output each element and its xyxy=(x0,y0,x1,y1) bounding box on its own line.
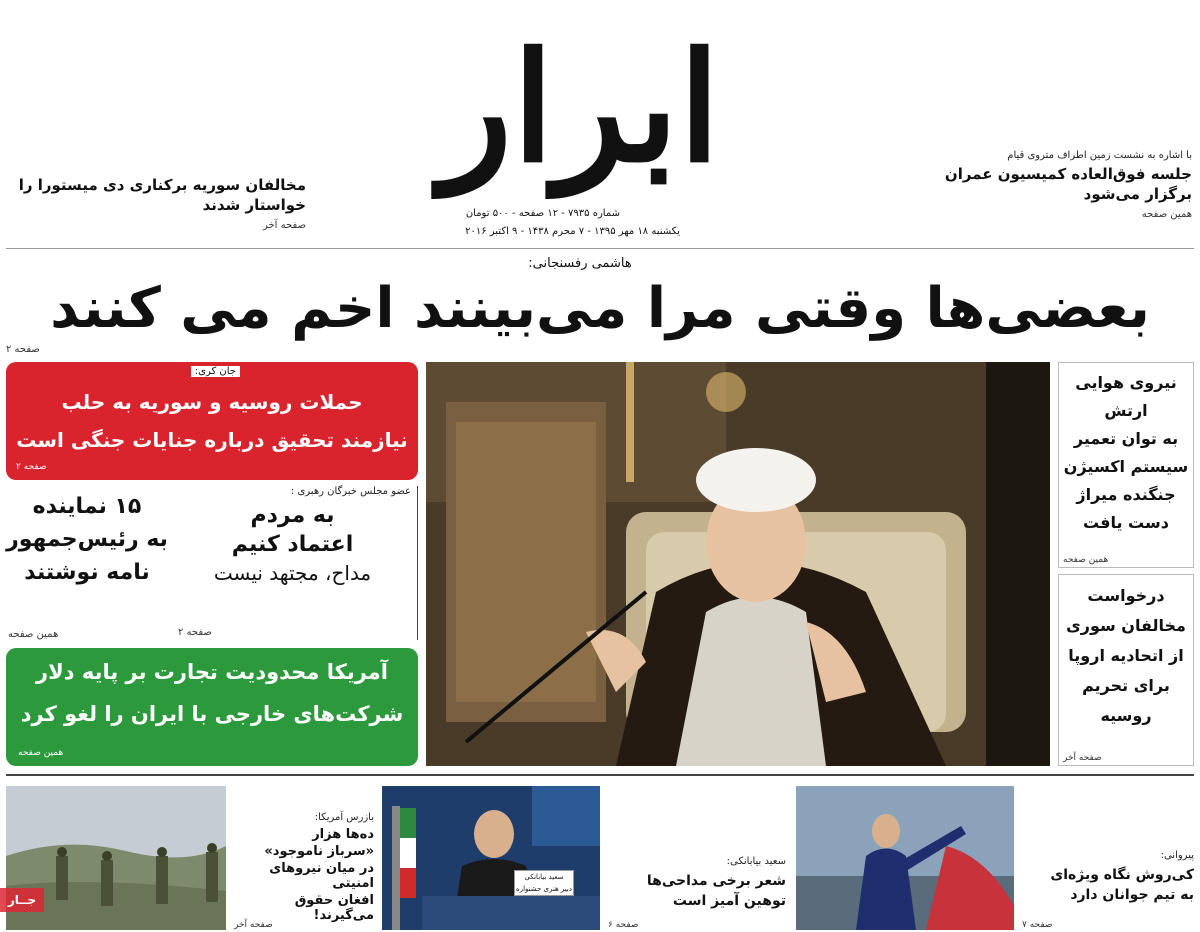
lead-kicker: هاشمی رفسنجانی: xyxy=(528,256,632,271)
nameplate-line-2: دبیر هنری جشنواره xyxy=(516,885,572,893)
red-box-headline-2: نیازمند تحقیق درباره جنایات جنگی است xyxy=(16,428,408,452)
mid-story-kicker: عضو مجلس خبرگان رهبری : xyxy=(290,486,411,497)
ear-right-page-ref: همین صفحه xyxy=(1141,209,1192,220)
ear-right-headline-2: برگزار می‌شود xyxy=(1083,185,1192,203)
lead-page-ref: صفحه ۲ xyxy=(6,344,40,355)
bottom-right-headline-2: به تیم جوانان دارد xyxy=(1070,887,1194,903)
side-1-page-ref: همین صفحه xyxy=(1063,555,1109,565)
side-story-1[interactable] xyxy=(1058,362,1194,568)
date-line: یکشنبه ۱۸ مهر ۱۳۹۵ - ۷ محرم ۱۴۳۸ - ۹ اکتبر ۲۰۱۶ xyxy=(465,226,680,237)
lead-photo-illustration xyxy=(426,362,1050,766)
ear-left[interactable] xyxy=(6,176,306,231)
bottom-right-photo xyxy=(796,786,1014,930)
red-box-page-ref: صفحه ۲ xyxy=(16,462,47,472)
side-1-line-5: جنگنده میراژ xyxy=(1076,485,1176,504)
ear-right-headline-1: جلسه فوق‌العاده کمیسیون عمران xyxy=(944,165,1192,183)
bottom-mid-photo-illustration xyxy=(382,786,600,930)
lead-photo xyxy=(426,362,1050,766)
bottom-left-story[interactable] xyxy=(232,812,374,930)
side-1-line-6: دست یافت xyxy=(1083,513,1169,532)
red-box-kicker: جان کری: xyxy=(191,366,240,377)
bottom-mid-photo xyxy=(382,786,600,930)
left-story-line-3: نامه نوشتند xyxy=(24,560,150,585)
masthead-logo: ابرار xyxy=(439,20,721,196)
bottom-right-page-ref: صفحه ۷ xyxy=(1022,920,1053,930)
green-box-headline-2: شرکت‌های خارجی با ایران را لغو کرد xyxy=(20,702,404,726)
bottom-left-headline-3: در میان نیروهای امنیتی xyxy=(269,861,374,891)
ear-right[interactable] xyxy=(932,150,1192,220)
bottom-mid-story[interactable] xyxy=(606,856,786,930)
bottom-left-headline-4: افغان حقوق می‌گیرند! xyxy=(294,893,374,923)
ear-left-page-ref: صفحه آخر xyxy=(262,220,306,231)
side-1-line-4: سیستم اکسیژن xyxy=(1063,457,1189,476)
side-2-line-1: درخواست xyxy=(1087,586,1165,605)
watermark: جــار xyxy=(0,888,44,912)
side-2-line-4: برای تحریم xyxy=(1082,676,1170,695)
left-story[interactable] xyxy=(6,494,168,640)
bottom-rule xyxy=(6,774,1194,776)
side-1-line-3: به توان تعمیر xyxy=(1073,429,1179,448)
bottom-left-kicker: بازرس آمریکا: xyxy=(314,812,374,823)
bottom-mid-kicker: سعید بیابانکی: xyxy=(726,856,786,867)
issue-line: شماره ۷۹۳۵ - ۱۲ صفحه - ۵۰۰ تومان xyxy=(465,208,620,219)
side-2-line-3: از اتحادیه اروپا xyxy=(1068,646,1184,665)
side-2-line-2: مخالفان سوری xyxy=(1066,616,1186,635)
side-story-2[interactable] xyxy=(1058,574,1194,766)
bottom-left-page-ref: صفحه آخر xyxy=(234,920,273,930)
bottom-right-photo-illustration xyxy=(796,786,1014,930)
left-story-page-ref: همین صفحه xyxy=(8,629,59,640)
bottom-mid-headline-1: شعر برخی مداحی‌ها xyxy=(646,873,786,889)
green-box-headline-1: آمریکا محدودیت تجارت بر پایه دلار xyxy=(36,660,388,684)
left-story-line-2: به رئیس‌جمهور xyxy=(6,527,168,552)
ear-right-kicker: با اشاره به نشست زمین اطراف متروی قیام xyxy=(1007,150,1192,161)
bottom-mid-headline-2: توهین آمیز است xyxy=(672,893,786,909)
red-box[interactable] xyxy=(6,362,418,480)
side-2-line-5: روسیه xyxy=(1100,706,1152,725)
side-1-line-2: ارتش xyxy=(1104,401,1148,420)
mid-story-headline-2: اعتماد کنیم xyxy=(231,532,354,557)
bottom-mid-nameplate xyxy=(514,870,574,896)
ear-left-headline-1: مخالفان سوریه برکناری دی میستورا را xyxy=(18,176,306,194)
side-2-page-ref: صفحه آخر xyxy=(1063,753,1102,763)
masthead-rule xyxy=(6,248,1194,249)
mid-story-headline-1: به مردم xyxy=(250,503,335,528)
bottom-left-headline-1: ده‌ها هزار xyxy=(312,827,374,842)
side-1-line-1: نیروی هوایی xyxy=(1075,373,1177,392)
bottom-left-headline-2: «سرباز ناموجود» xyxy=(264,844,374,859)
mid-story-subhead: مداح، مجتهد نیست xyxy=(213,561,372,585)
mid-story-page-ref: صفحه ۲ xyxy=(178,627,212,638)
ear-left-headline-2: خواستار شدند xyxy=(202,196,306,214)
bottom-right-headline-1: کی‌روش نگاه ویژه‌ای xyxy=(1050,867,1194,883)
bottom-mid-page-ref: صفحه ۶ xyxy=(608,920,639,930)
green-box[interactable] xyxy=(6,648,418,766)
bottom-right-kicker: پیروانی: xyxy=(1160,850,1194,861)
green-box-page-ref: همین صفحه xyxy=(18,748,64,758)
red-box-headline-1: حملات روسیه و سوریه به حلب xyxy=(61,390,363,414)
nameplate-line-1: سعید بیابانکی xyxy=(524,873,564,881)
mid-story[interactable] xyxy=(174,486,418,640)
left-story-line-1: ۱۵ نماینده xyxy=(32,494,142,519)
bottom-right-story[interactable] xyxy=(1020,850,1194,930)
lead-headline[interactable]: بعضی‌ها وقتی مرا می‌بینند اخم می کنند xyxy=(50,276,1150,341)
